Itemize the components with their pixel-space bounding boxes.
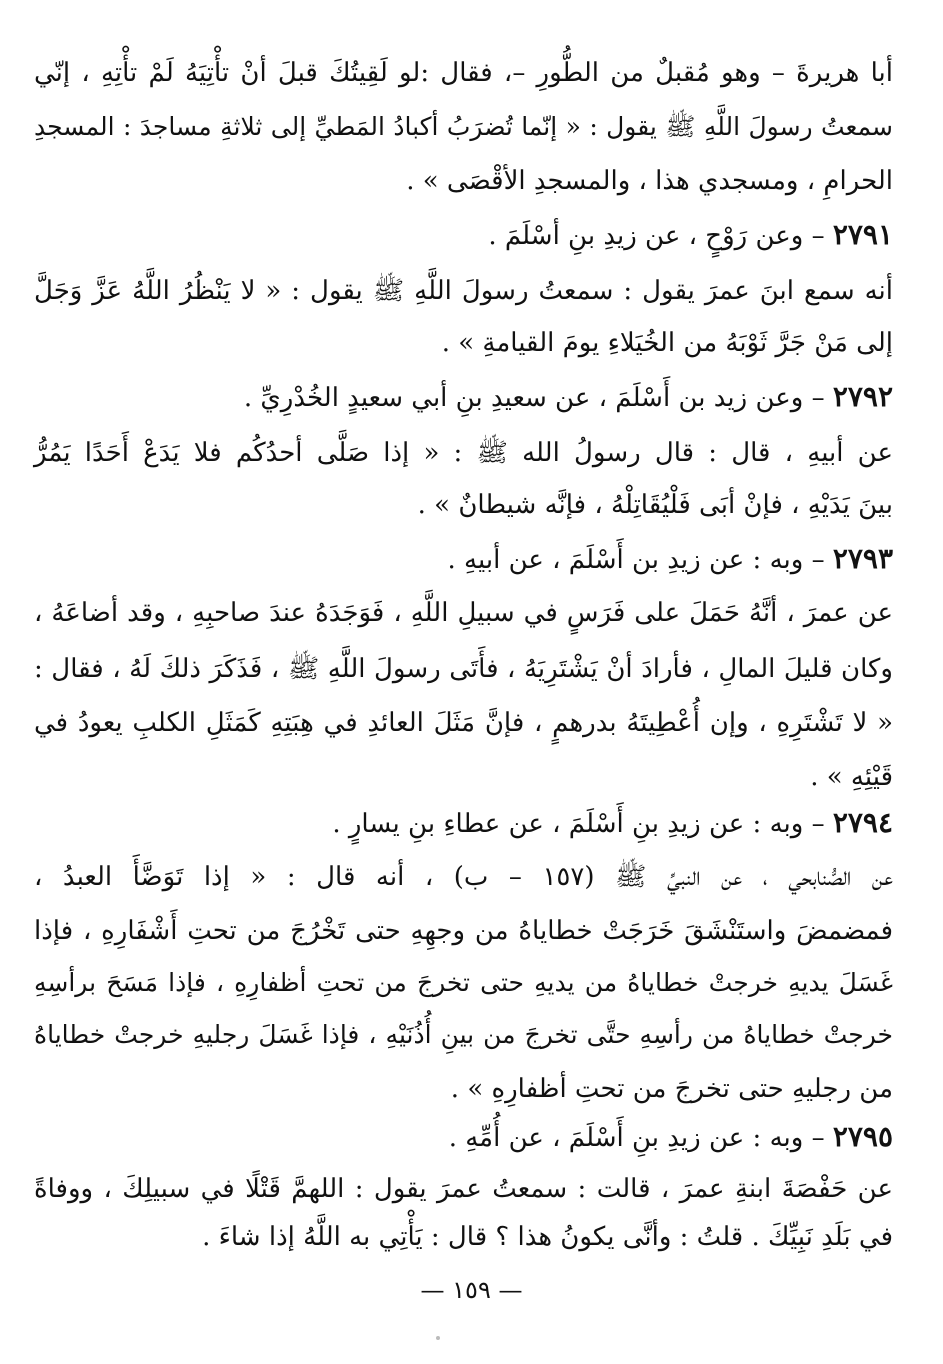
hadith-marker: – [811, 545, 825, 575]
text-line: فمضمضَ واستَنْشَقَ خَرَجَتْ خطاياهُ من وجهِهِ حتى تَخْرُجَ من تحتِ أَشْفَارِهِ ، فإذا [34, 916, 893, 946]
hadith-number: ٢٧٩٢ [832, 380, 893, 413]
hadith-isnad: وعن زيد بن أَسْلَمَ ، عن سعيدِ بنِ أبي سعيدٍ الخُدْرِيِّ . [243, 383, 804, 413]
text-line: الحرامِ ، ومسجدي هذا ، والمسجدِ الأقْصَى » . [406, 166, 893, 196]
text-line: من رجليهِ حتى تخرجَ من تحتِ أظفارِهِ » . [450, 1074, 893, 1104]
text-line: عن حَفْصَةَ ابنةِ عمرَ ، قالت : سمعتُ عمرَ يقول : اللهمَّ قَتْلًا في سبيلِكَ ، ووفاةً [34, 1174, 893, 1204]
page-number: — ١٥٩ — [420, 1276, 523, 1304]
hadith-isnad: وبه : عن زيدِ بنِ أَسْلَمَ ، عن عطاءِ بنِ يسارٍ . [332, 809, 804, 839]
hadith-number: ٢٧٩٤ [832, 806, 893, 839]
hadith-heading-2791 [488, 218, 893, 258]
hadith-isnad: وعن رَوْحٍ ، عن زيدِ بنِ أسْلَمَ . [488, 221, 804, 251]
text-line: عن عمرَ ، أنَّهُ حَمَلَ على فَرَسٍ في سبيلِ اللَّهِ ، فَوَجَدَهُ عندَ صاحبِهِ ، وقد أضاعَهُ ، [34, 598, 893, 628]
hadith-number: ٢٧٩١ [832, 218, 893, 251]
text-line: غَسَلَ يديهِ خرجتْ خطاياهُ من يديهِ حتى تخرجَ من تحتِ أظفارِهِ ، فإذا مَسَحَ برأسِهِ [34, 968, 893, 997]
text-line: إلى مَنْ جَرَّ ثَوْبَهُ من الخُيَلاءِ يومَ القيامةِ » . [441, 328, 893, 358]
hadith-number: ٢٧٩٥ [832, 1120, 893, 1153]
text-line: عن أبيهِ ، قال : قال رسولُ الله ﷺ : « إذا صَلَّى أحدُكُم فلا يَدَعْ أَحَدًا يَمُرُّ [34, 438, 893, 468]
hadith-marker: – [811, 1123, 825, 1153]
hadith-isnad: وبه : عن زيدِ بنِ أَسْلَمَ ، عن أُمِّهِ . [448, 1123, 804, 1153]
text-line: في بَلَدِ نَبِيِّكَ . قلتُ : وأنَّى يكونُ هذا ؟ قال : يَأْتِي به اللَّهُ إذا شاءَ . [202, 1222, 893, 1252]
hadith-number: ٢٧٩٣ [832, 542, 893, 575]
text-line: عن الصُّنابحي ، عن النبيِّ ﷺ (١٥٧ – ب) ، أنه قال : « إذا تَوَضَّأَ العبدُ ، [34, 862, 894, 892]
hadith-heading-2792 [244, 380, 893, 420]
hadith-heading-2793 [448, 542, 893, 582]
text-line: « لا تَشْتَرِهِ ، وإن أُعْطِيتَهُ بدرهمٍ ، فإنَّ مَثَلَ العائدِ في هِبَتِهِ كَمَثَلِ الكلبِ يعودُ في [34, 708, 893, 738]
hadith-heading-2795 [449, 1120, 893, 1160]
paper-speck [436, 1336, 440, 1340]
hadith-marker: – [811, 809, 825, 839]
text-line: خرجتْ خطاياهُ من رأسِهِ حتَّى تخرجَ من بينِ أُذُنَيْهِ ، فإذا غَسَلَ رجليهِ خرجتْ خطاياهُ [34, 1020, 893, 1049]
text-line: أبا هريرةَ – وهو مُقبلٌ من الطُّورِ –، فقال :لو لَقِيتُكَ قبلَ أنْ تأْتِيَهُ لَمْ تأْتِهِ ، إنّي [34, 58, 893, 88]
text-line: أنه سمع ابنَ عمرَ يقول : سمعتُ رسولَ اللَّهِ ﷺ يقول : « لا يَنْظُرُ اللَّهُ عَزَّ وَجَلَّ [34, 276, 893, 306]
text-line: سمعتُ رسولَ اللَّهِ ﷺ يقول : « إنّما تُضرَبُ أكبادُ المَطيِّ إلى ثلاثةِ مساجدَ : المسجدِ [34, 112, 893, 141]
hadith-isnad: وبه : عن زيدِ بن أَسْلَمَ ، عن أبيهِ . [447, 545, 804, 575]
hadith-heading-2794 [332, 806, 893, 846]
text-line: قَيْئِهِ » . [810, 762, 893, 792]
text-line: بينَ يَدَيْهِ ، فإنْ أبَى فَلْيُقَاتِلْهُ ، فإنَّه شيطانٌ » . [417, 490, 893, 520]
hadith-marker: – [811, 221, 825, 251]
hadith-marker: – [811, 383, 825, 413]
text-line: وكان قليلَ المالِ ، فأرادَ أنْ يَشْتَرِيَهُ ، فأَتَى رسولَ اللَّهِ ﷺ ، فَذَكَرَ ذلكَ لَهُ ، فقال : [34, 654, 893, 684]
